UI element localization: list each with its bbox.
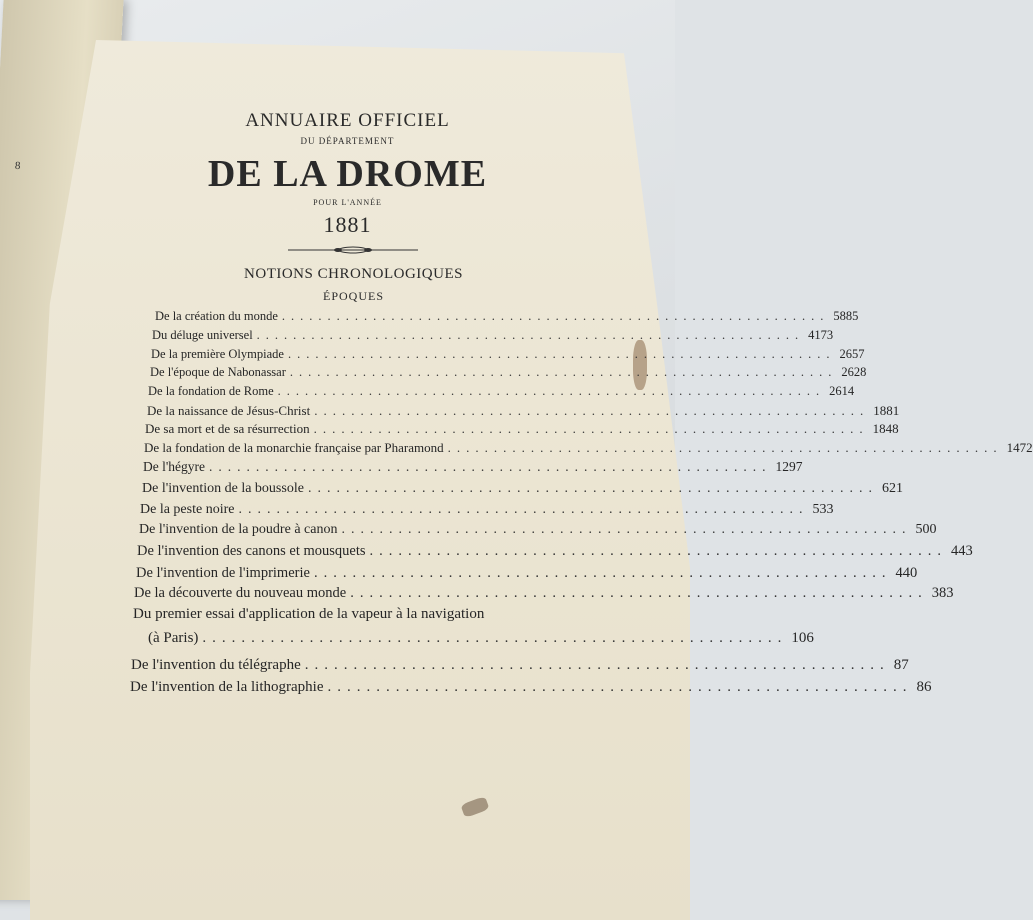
chronology-entry (130, 679, 932, 696)
entry-label: Du déluge universel (152, 328, 253, 342)
entry-label: De l'invention du télégraphe (131, 657, 301, 673)
entry-years: 443 (951, 543, 973, 559)
entry-years: 2628 (841, 365, 867, 379)
entry-years: 440 (895, 565, 918, 581)
chronology-entry (143, 459, 803, 475)
entry-label: De la naissance de Jésus-Christ (147, 403, 311, 418)
chronology-entry (152, 328, 834, 343)
entry-label: De l'invention de l'imprimerie (136, 565, 310, 581)
leader-dots: ............................................................ (238, 502, 809, 517)
ornament-divider (288, 246, 418, 254)
entry-label: De l'hégyre (143, 459, 206, 474)
leader-dots: ............................................................ (287, 347, 836, 361)
leader-dots: ............................................................ (304, 657, 890, 673)
leader-dots: ............................................................ (281, 309, 830, 323)
entry-label: De sa mort et de sa résurrection (145, 421, 310, 436)
facing-page-mark: 8 (14, 160, 21, 172)
entry-years: 5885 (833, 309, 859, 323)
entry-label: De la première Olympiade (151, 347, 284, 361)
leader-dots: ............................................................ (307, 481, 878, 496)
entry-years: 106 (791, 630, 814, 646)
leader-dots: ............................................................ (202, 630, 788, 646)
entry-years: 87 (893, 657, 909, 673)
chronology-entry (137, 543, 973, 560)
chronology-entry (144, 440, 1033, 456)
title-main: DE LA DROME (207, 153, 488, 195)
entry-label: De la création du monde (155, 309, 278, 323)
leader-dots: ............................................................ (350, 585, 928, 601)
entry-years: 383 (931, 585, 954, 601)
chronology-entry (140, 502, 834, 518)
entry-label-line: Du premier essai d'application de la vapeur à la navigation (133, 606, 485, 622)
entry-label: (à Paris) (148, 630, 199, 646)
leader-dots: ............................................................ (256, 328, 805, 342)
entry-label: De l'invention des canons et mousquets (137, 543, 366, 559)
leader-dots: ............................................................ (209, 459, 772, 474)
chronology-entry (148, 630, 814, 647)
entry-label: De l'invention de la poudre à canon (139, 522, 338, 537)
chronology-entry (155, 309, 859, 324)
entry-label: De la fondation de la monarchie française par Pharamond (144, 440, 444, 455)
chronology-entry (148, 384, 855, 399)
entry-label: De l'invention de la boussole (142, 481, 304, 496)
leader-dots: ............................................................ (313, 565, 892, 581)
leader-dots: ............................................................ (369, 543, 948, 559)
entry-years: 86 (916, 679, 932, 695)
chronology-entry (145, 421, 899, 437)
chronology-entry (150, 365, 867, 380)
entry-years: 621 (881, 481, 903, 496)
leader-dots: ............................................................ (277, 384, 826, 398)
title-pour-annee: POUR L'ANNÉE (313, 198, 382, 207)
entry-years: 1848 (872, 421, 899, 436)
entry-label: De la découverte du nouveau monde (134, 585, 347, 601)
leader-dots: ............................................................ (289, 365, 838, 379)
title-departement: DU DÉPARTEMENT (300, 136, 395, 146)
entry-years: 4173 (808, 328, 834, 342)
entry-years: 1472 (1006, 440, 1033, 455)
leader-dots: ............................................................ (314, 403, 870, 418)
leader-dots: ............................................................ (341, 522, 912, 537)
entry-years: 533 (812, 502, 834, 517)
chronology-entry (151, 347, 865, 362)
entry-years: 2614 (829, 384, 855, 398)
chronology-entry (131, 657, 909, 674)
entry-years: 500 (915, 522, 937, 537)
leader-dots: ............................................................ (313, 421, 869, 436)
entry-label: De l'époque de Nabonassar (150, 365, 286, 379)
chronology-entry (142, 481, 903, 497)
chronology-entry (139, 522, 937, 538)
entry-label: De l'invention de la lithographie (130, 679, 324, 695)
entry-years: 2657 (839, 347, 865, 361)
chronology-entry (136, 565, 918, 582)
entry-years: 1297 (775, 459, 803, 474)
section-heading: NOTIONS CHRONOLOGIQUES (244, 266, 463, 282)
entry-label: De la peste noire (140, 502, 235, 517)
chronology-entry (147, 403, 900, 419)
title-year: 1881 (323, 212, 372, 237)
chronology-entry (134, 585, 954, 602)
entry-years: 1881 (873, 403, 900, 418)
title-annuaire: ANNUAIRE OFFICIEL (245, 110, 450, 131)
section-subheading: ÉPOQUES (322, 289, 384, 303)
leader-dots: ............................................................ (327, 679, 913, 695)
leader-dots: ............................................................ (447, 440, 1003, 455)
entry-label: De la fondation de Rome (148, 384, 274, 398)
